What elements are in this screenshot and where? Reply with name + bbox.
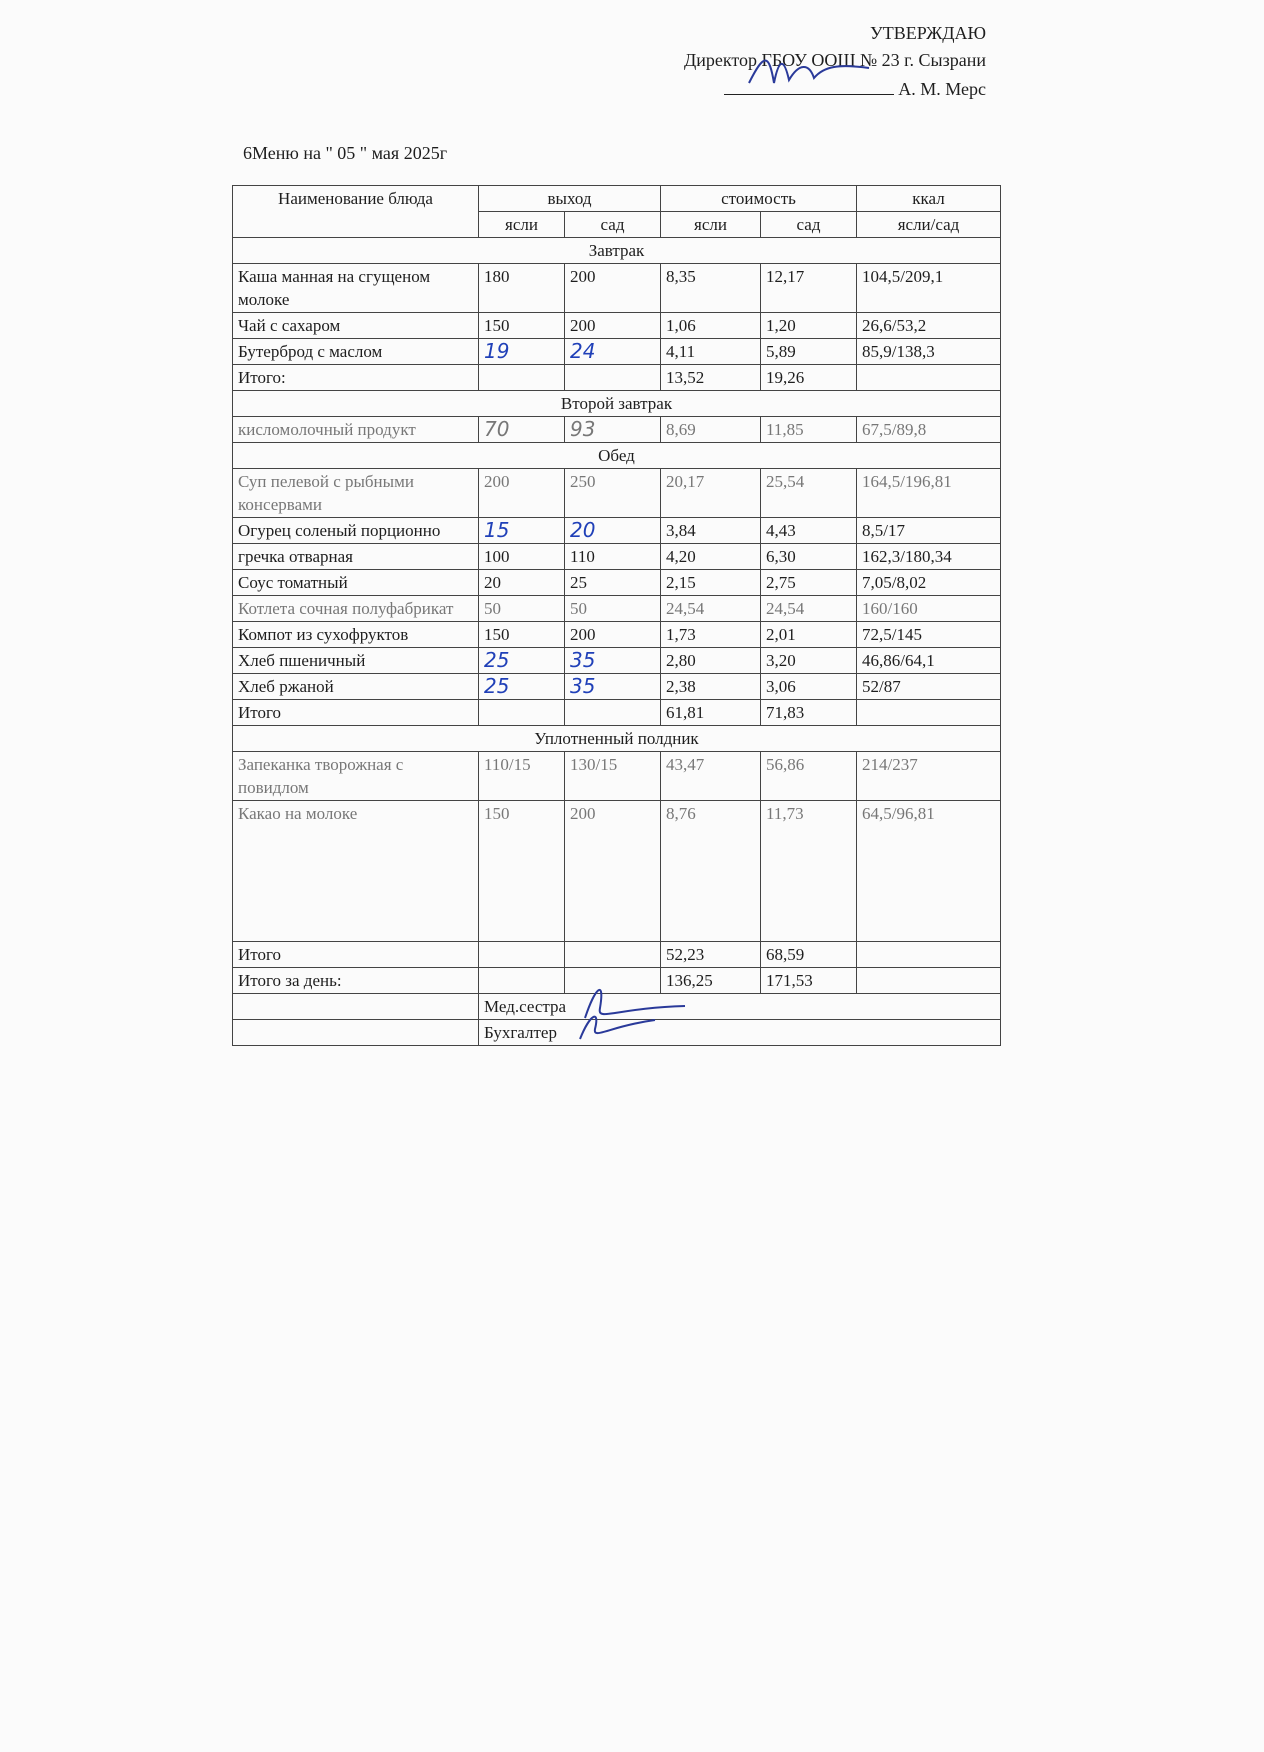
subheader-output-nursery: ясли	[479, 212, 565, 238]
header-kcal: ккал	[857, 186, 1001, 212]
kcal: 67,5/89,8	[857, 417, 1001, 443]
output-garden	[565, 700, 661, 726]
nurse-label: Мед.сестра	[484, 997, 567, 1016]
director-name: А. М. Мерс	[898, 79, 986, 99]
dish-name: Компот из сухофруктов	[233, 622, 479, 648]
approval-block	[684, 20, 986, 103]
cost-garden: 25,54	[761, 469, 857, 518]
subtotal-cost-nursery: 52,23	[661, 942, 761, 968]
output-nursery: 200	[479, 469, 565, 518]
empty-cell	[857, 942, 1001, 968]
dish-name: Котлета сочная полуфабрикат	[233, 596, 479, 622]
kcal: 26,6/53,2	[857, 313, 1001, 339]
cost-garden: 6,30	[761, 544, 857, 570]
header-cost: стоимость	[661, 186, 857, 212]
cost-garden: 5,89	[761, 339, 857, 365]
output-nursery: 150	[479, 801, 565, 942]
output-garden: 200	[565, 622, 661, 648]
menu-title: 6Меню на " 05 " мая 2025г	[243, 143, 448, 163]
subheader-cost-nursery: ясли	[661, 212, 761, 238]
output-garden: 130/15	[565, 752, 661, 801]
output-garden-handwritten: 35	[565, 674, 661, 700]
cost-garden: 11,73	[761, 801, 857, 942]
section-snack: Уплотненный полдник	[233, 726, 1001, 752]
subtotal-label: Итого	[233, 942, 479, 968]
subheader-cost-garden: сад	[761, 212, 857, 238]
table-row	[233, 674, 1001, 700]
subtotal-cost-garden: 68,59	[761, 942, 857, 968]
cost-nursery: 24,54	[661, 596, 761, 622]
empty-cell	[233, 1020, 479, 1046]
section-row	[233, 391, 1001, 417]
accountant-label: Бухгалтер	[484, 1023, 557, 1042]
approve-label: УТВЕРЖДАЮ	[869, 23, 986, 43]
section-row	[233, 238, 1001, 264]
subtotal-cost-garden: 19,26	[761, 365, 857, 391]
dish-name: Какао на молоке	[233, 801, 479, 942]
output-nursery-handwritten: 19	[479, 339, 565, 365]
dish-name: гречка отварная	[233, 544, 479, 570]
dish-name: Бутерброд с маслом	[233, 339, 479, 365]
dish-name: кисломолочный продукт	[233, 417, 479, 443]
output-nursery-handwritten: 25	[479, 648, 565, 674]
cost-nursery: 8,76	[661, 801, 761, 942]
table-row	[233, 518, 1001, 544]
cost-garden: 11,85	[761, 417, 857, 443]
kcal: 104,5/209,1	[857, 264, 1001, 313]
cost-nursery: 2,38	[661, 674, 761, 700]
table-row	[233, 417, 1001, 443]
section-row	[233, 443, 1001, 469]
director-position: Директор ГБОУ ООШ № 23 г. Сызрани	[683, 50, 986, 70]
subheader-output-garden: сад	[565, 212, 661, 238]
cost-nursery: 1,06	[661, 313, 761, 339]
subtotal-label: Итого	[233, 700, 479, 726]
cost-garden: 12,17	[761, 264, 857, 313]
section-row	[233, 726, 1001, 752]
cost-nursery: 43,47	[661, 752, 761, 801]
day-total-cost-garden: 171,53	[761, 968, 857, 994]
kcal: 214/237	[857, 752, 1001, 801]
dish-name: Хлеб ржаной	[233, 674, 479, 700]
output-nursery	[479, 700, 565, 726]
cost-garden: 56,86	[761, 752, 857, 801]
cost-nursery: 4,11	[661, 339, 761, 365]
output-garden: 25	[565, 570, 661, 596]
subtotal-row	[233, 942, 1001, 968]
subtotal-row	[233, 700, 1001, 726]
output-garden	[565, 365, 661, 391]
section-second-breakfast: Второй завтрак	[233, 391, 1001, 417]
cost-garden: 1,20	[761, 313, 857, 339]
signature-row	[233, 1020, 1001, 1046]
table-row	[233, 752, 1001, 801]
kcal: 160/160	[857, 596, 1001, 622]
table-row	[233, 544, 1001, 570]
kcal: 85,9/138,3	[857, 339, 1001, 365]
cost-nursery: 8,69	[661, 417, 761, 443]
cost-nursery: 2,15	[661, 570, 761, 596]
output-garden: 200	[565, 264, 661, 313]
output-nursery-handwritten: 25	[479, 674, 565, 700]
table-row	[233, 622, 1001, 648]
output-garden-handwritten: 35	[565, 648, 661, 674]
cost-garden: 3,06	[761, 674, 857, 700]
output-garden: 110	[565, 544, 661, 570]
cost-nursery: 1,73	[661, 622, 761, 648]
kcal: 162,3/180,34	[857, 544, 1001, 570]
cost-nursery: 2,80	[661, 648, 761, 674]
output-garden-handwritten: 93	[565, 417, 661, 443]
output-nursery: 150	[479, 313, 565, 339]
table-row	[233, 801, 1001, 942]
output-nursery: 110/15	[479, 752, 565, 801]
table-row	[233, 313, 1001, 339]
table-row	[233, 648, 1001, 674]
output-nursery: 20	[479, 570, 565, 596]
director-signature-line	[684, 74, 986, 103]
kcal: 7,05/8,02	[857, 570, 1001, 596]
output-nursery-handwritten: 15	[479, 518, 565, 544]
output-nursery: 150	[479, 622, 565, 648]
nurse-signature-cell	[479, 994, 1001, 1020]
cost-garden: 3,20	[761, 648, 857, 674]
subtotal-row	[233, 365, 1001, 391]
table-header-row	[233, 186, 1001, 212]
empty-cell	[565, 942, 661, 968]
dish-name: Хлеб пшеничный	[233, 648, 479, 674]
cost-nursery: 4,20	[661, 544, 761, 570]
kcal: 164,5/196,81	[857, 469, 1001, 518]
output-garden-handwritten: 20	[565, 518, 661, 544]
dish-name: Запеканка творожная с повидлом	[233, 752, 479, 801]
dish-name: Соус томатный	[233, 570, 479, 596]
cost-nursery: 20,17	[661, 469, 761, 518]
output-nursery: 180	[479, 264, 565, 313]
menu-table	[232, 185, 1001, 1046]
director-signature	[724, 74, 894, 95]
output-nursery	[479, 365, 565, 391]
kcal: 64,5/96,81	[857, 801, 1001, 942]
cost-garden: 4,43	[761, 518, 857, 544]
cost-garden: 2,01	[761, 622, 857, 648]
kcal: 72,5/145	[857, 622, 1001, 648]
day-total-cost-nursery: 136,25	[661, 968, 761, 994]
cost-nursery: 3,84	[661, 518, 761, 544]
kcal: 8,5/17	[857, 518, 1001, 544]
output-nursery: 100	[479, 544, 565, 570]
dish-name: Огурец соленый порционно	[233, 518, 479, 544]
output-garden: 50	[565, 596, 661, 622]
cost-garden: 2,75	[761, 570, 857, 596]
output-garden: 250	[565, 469, 661, 518]
day-total-label: Итого за день:	[233, 968, 479, 994]
header-dish-name: Наименование блюда	[233, 186, 479, 238]
section-breakfast: Завтрак	[233, 238, 1001, 264]
output-nursery: 50	[479, 596, 565, 622]
table-row	[233, 596, 1001, 622]
kcal	[857, 700, 1001, 726]
output-garden-handwritten: 24	[565, 339, 661, 365]
dish-name: Суп пелевой с рыбными консервами	[233, 469, 479, 518]
header-output: выход	[479, 186, 661, 212]
table-row	[233, 339, 1001, 365]
dish-name: Каша манная на сгущеном молоке	[233, 264, 479, 313]
table-row	[233, 469, 1001, 518]
output-garden: 200	[565, 313, 661, 339]
empty-cell	[479, 968, 565, 994]
cost-nursery: 8,35	[661, 264, 761, 313]
subtotal-cost-garden: 71,83	[761, 700, 857, 726]
accountant-signature	[565, 1004, 685, 1044]
output-nursery-handwritten: 70	[479, 417, 565, 443]
kcal: 52/87	[857, 674, 1001, 700]
subtotal-cost-nursery: 61,81	[661, 700, 761, 726]
accountant-signature-cell	[479, 1020, 1001, 1046]
subtotal-cost-nursery: 13,52	[661, 365, 761, 391]
kcal: 46,86/64,1	[857, 648, 1001, 674]
table-row	[233, 264, 1001, 313]
empty-cell	[857, 968, 1001, 994]
empty-cell	[233, 994, 479, 1020]
dish-name: Чай с сахаром	[233, 313, 479, 339]
table-row	[233, 570, 1001, 596]
section-lunch: Обед	[233, 443, 1001, 469]
subheader-kcal: ясли/сад	[857, 212, 1001, 238]
subtotal-label: Итого:	[233, 365, 479, 391]
kcal	[857, 365, 1001, 391]
cost-garden: 24,54	[761, 596, 857, 622]
output-garden: 200	[565, 801, 661, 942]
empty-cell	[479, 942, 565, 968]
